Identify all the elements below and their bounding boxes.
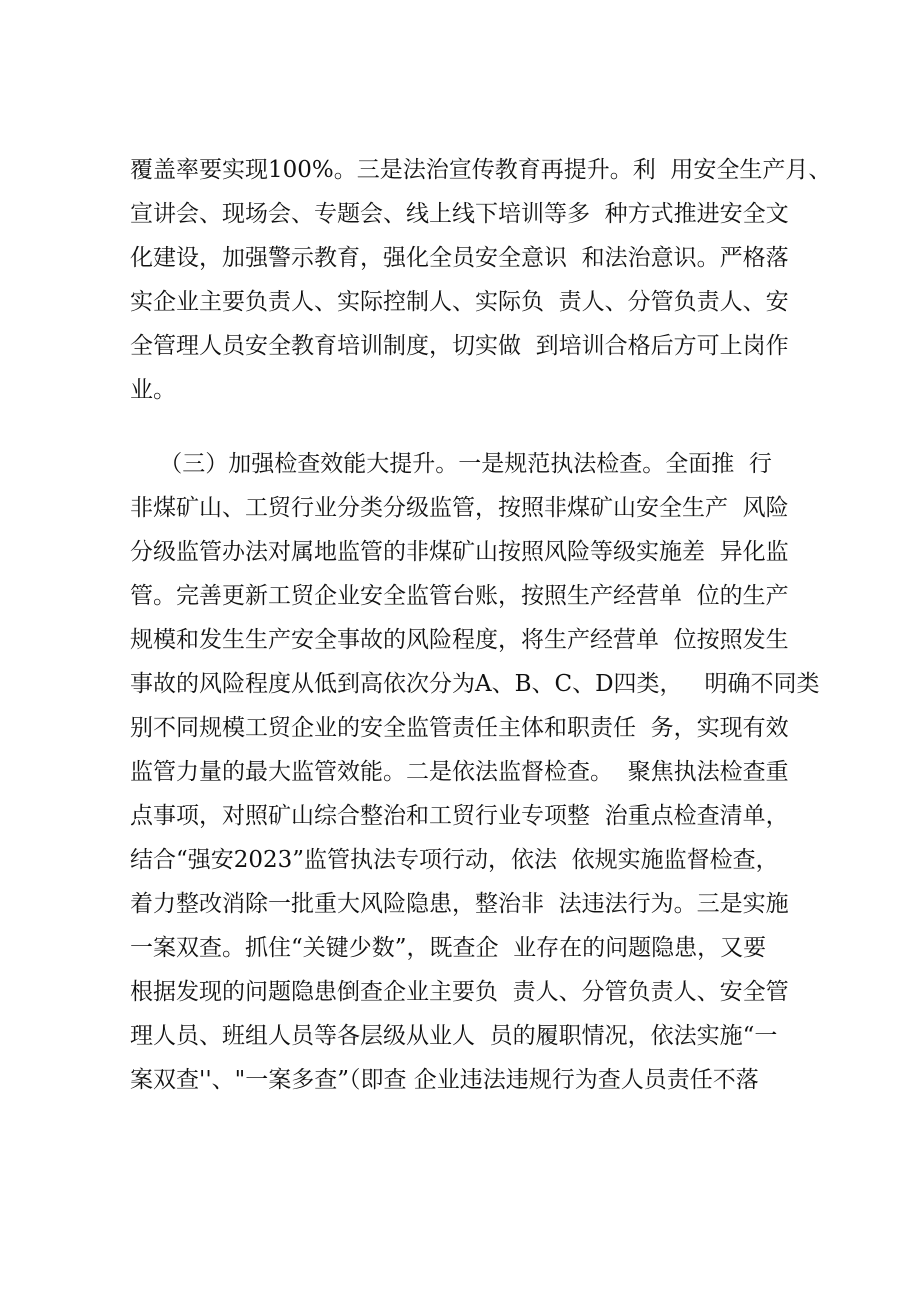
text-line: 规模和发生生产安全事故的风险程度，将生产经营单 位按照发生 xyxy=(130,627,789,653)
text-line: 一案双查。抓住“关键少数”，既查企 业存在的问题隐患，又要 xyxy=(130,935,767,961)
text-line: 全管理人员安全教育培训制度，切实做 到培训合格后方可上岗作 xyxy=(130,333,789,359)
text-line: 覆盖率要实现100%。三是法治宣传教育再提升。利 用安全生产月、 xyxy=(130,157,832,183)
text-line: 非煤矿山、工贸行业分类分级监管，按照非煤矿山安全生产 风险 xyxy=(130,495,789,521)
text-line: 实企业主要负责人、实际控制人、实际负 责人、分管负责人、安 xyxy=(130,289,789,315)
text-line: 根据发现的问题隐患倒查企业主要负 责人、分管负责人、安全管 xyxy=(130,979,789,1005)
text-line: 理人员、班组人员等各层级从业人 员的履职情况，依法实施“一 xyxy=(130,1023,778,1049)
text-line: 业。 xyxy=(130,377,176,403)
text-line: 点事项，对照矿山综合整治和工贸行业专项整 治重点检查清单， xyxy=(130,803,789,829)
text-line: 宣讲会、现场会、专题会、线上线下培训等多 种方式推进安全文 xyxy=(130,201,789,227)
section-heading-line: （三）加强检查效能大提升。一是规范执法检查。全面推 行 xyxy=(130,451,772,477)
text-line: 着力整改消除一批重大风险隐患，整治非 法违法行为。三是实施 xyxy=(130,891,789,917)
text-line: 化建设，加强警示教育，强化全员安全意识 和法治意识。严格落 xyxy=(130,245,789,271)
text-line: 分级监管办法对属地监管的非煤矿山按照风险等级实施差 异化监 xyxy=(130,539,789,565)
text-line: 管。完善更新工贸企业安全监管台账，按照生产经营单 位的生产 xyxy=(130,583,789,609)
text-line: 事故的风险程度从低到高依次分为A、B、C、D四类， 明确不同类 xyxy=(130,671,820,697)
text-line: 结合“强安2023”监管执法专项行动，依法 依规实施监督检查， xyxy=(130,847,779,873)
text-line: 案双查''、"一案多查”（即查 企业违法违规行为查人员责任不落 xyxy=(130,1067,759,1093)
text-line: 监管力量的最大监管效能。二是依法监督检查。 聚焦执法检查重 xyxy=(130,759,789,785)
text-line: 别不同规模工贸企业的安全监管责任主体和职责任 务，实现有效 xyxy=(130,715,789,741)
